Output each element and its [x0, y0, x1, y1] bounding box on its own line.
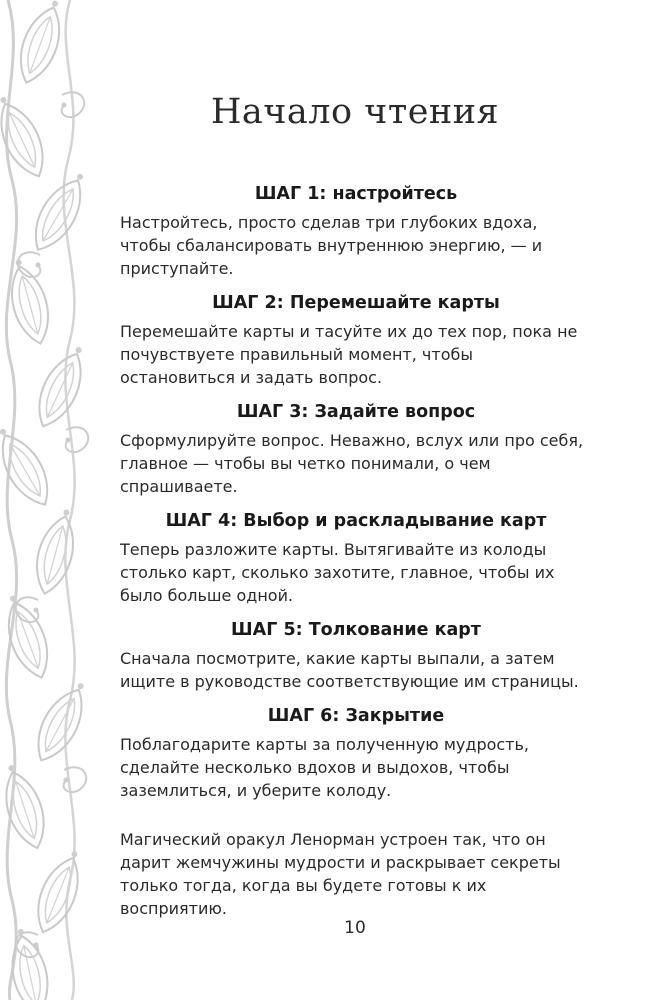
step-6-heading: ШАГ 6: Закрытие: [267, 706, 445, 726]
step-6-text: Поблагодарите карты за полученную мудрость, сделайте несколько вдохов и выдохов, чтобы заземлиться, и уберите колоду.: [120, 735, 530, 800]
step-5-text: Сначала посмотрите, какие карты выпали, а затем ищите в руководстве соответствующие им страницы.: [120, 649, 579, 691]
page-number: 10: [344, 918, 366, 938]
step-5: [120, 619, 592, 693]
step-5-heading: ШАГ 5: Толкование карт: [231, 620, 481, 640]
steps-content: [120, 183, 592, 936]
step-3-text: Сформулируйте вопрос. Неважно, вслух или про себя, главное — чтобы вы четко понимали, о чем спрашиваете.: [120, 431, 584, 496]
closing-paragraph: Магический оракул Ленорман устроен так, что он дарит жемчужины мудрости и раскрывает секреты только тогда, когда вы будете готовы к их восприятию.: [120, 830, 561, 918]
step-4: [120, 510, 592, 607]
step-3: [120, 401, 592, 498]
step-1-text: Настройтесь, просто сделав три глубоких вдоха, чтобы сбалансировать внутреннюю энергию, — и приступайте.: [120, 213, 543, 278]
step-2-text: Перемешайте карты и тасуйте их до тех пор, пока не почувствуете правильный момент, чтобы остановиться и задать вопрос.: [120, 322, 578, 387]
floral-border-ornament: [0, 0, 95, 1000]
step-4-text: Теперь разложите карты. Вытягивайте из колоды столько карт, сколько захотите, главное, чтобы их было больше одной.: [120, 540, 555, 605]
step-6: [120, 705, 592, 802]
page-title: Начало чтения: [210, 92, 500, 132]
step-3-heading: ШАГ 3: Задайте вопрос: [236, 402, 476, 422]
step-2-heading: ШАГ 2: Перемешайте карты: [212, 293, 500, 313]
step-1: [120, 183, 592, 280]
step-1-heading: ШАГ 1: настройтесь: [254, 184, 458, 204]
step-4-heading: ШАГ 4: Выбор и раскладывание карт: [165, 511, 547, 531]
step-2: [120, 292, 592, 389]
